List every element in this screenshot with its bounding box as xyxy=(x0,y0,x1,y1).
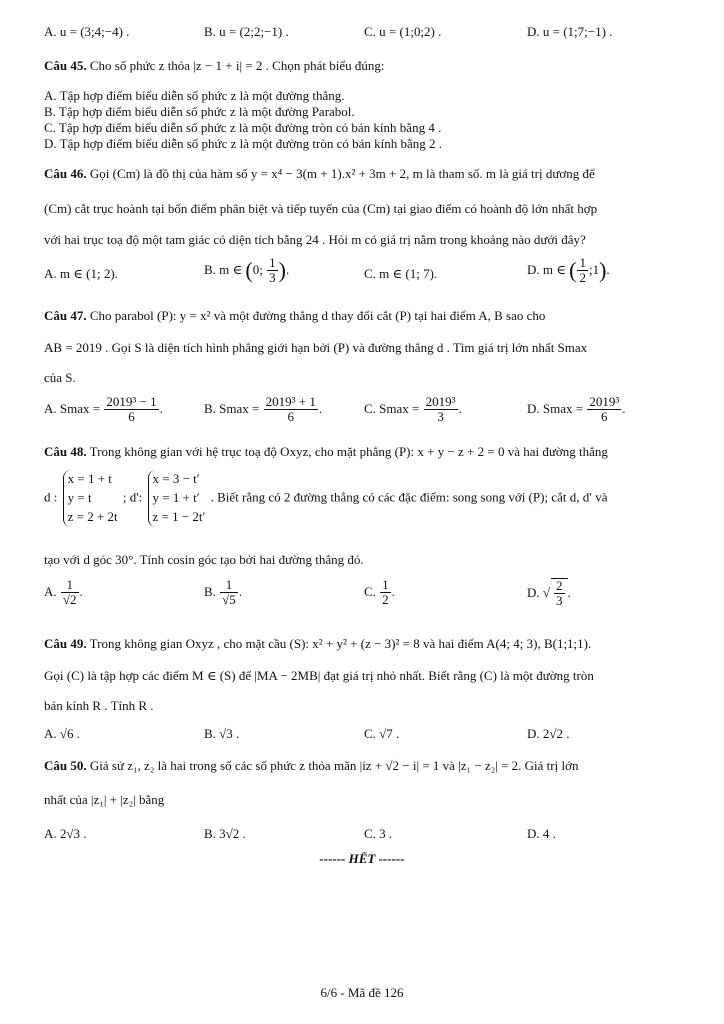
q47-line-3: của S. xyxy=(44,370,76,385)
q46-text-1: Gọi (Cm) là đồ thị của hàm số y = x⁴ − 3(m + 1).x² + 3m + 2, m là tham số. m là giá trị dương để xyxy=(89,166,595,181)
q48-option-c: C. $\frac{1}{2}$ . xyxy=(364,577,395,608)
q49-options xyxy=(44,726,684,750)
q49-option-c: C. √7 . xyxy=(364,726,400,741)
q47-line-2: AB = 2019 . Gọi S là diện tích hình phẳng giới hạn bởi (P) và đường thẳng d . Tìm giá trị lớn nhất Smax xyxy=(44,340,588,355)
q49-text-1: Trong không gian Oxyz , cho mặt cầu (S): x² + y² + (z − 3)² = 8 và hai điểm A(4; 4; 3), B(1;1;1). xyxy=(89,636,592,651)
q48-label: Câu 48. xyxy=(44,444,87,459)
q48-line-1 xyxy=(44,444,684,460)
q48-option-a: A. $\frac{1}{√2}$ . xyxy=(44,577,83,608)
q50-label: Câu 50. xyxy=(44,758,87,773)
q48-d-label: d : xyxy=(44,489,58,505)
q46-option-d-upper: ;1 xyxy=(588,261,600,277)
q46-option-b: B. m ∈ (0; $\frac{1}{3}$ ). xyxy=(204,255,290,286)
q47-label: Câu 47. xyxy=(44,308,87,323)
q49-label: Câu 49. xyxy=(44,636,87,651)
q48-d2-system: x = 3 − t′ y = 1 + t′ z = 1 − 2t′ xyxy=(148,470,206,527)
q44-option-c: C. u = (1;0;2) . xyxy=(364,24,442,39)
q50-option-d: D. 4 . xyxy=(527,826,556,841)
q46-line-2: (Cm) cắt trục hoành tại bốn điểm phân biệt và tiếp tuyến của (Cm) tại giao điểm có hoành độ lớn nhất hợp xyxy=(44,201,598,216)
q50-options xyxy=(44,826,684,850)
q45-option-c: C. Tập hợp điểm biểu diễn số phức z là một đường tròn có bán kính bằng 4 . xyxy=(44,120,442,135)
q48-line-2 xyxy=(44,470,684,527)
q49-line-1 xyxy=(44,636,684,652)
q45-stem xyxy=(44,58,684,74)
q47-options xyxy=(44,395,684,431)
q45-text: Cho số phức z thỏa |z − 1 + i| = 2 . Chọn phát biểu đúng: xyxy=(89,58,385,73)
q46-option-d-prefix: D. m ∈ xyxy=(527,261,566,277)
end-marker: ------ HẾT ------ xyxy=(319,851,405,866)
q46-option-d: D. m ∈ ( $\frac{1}{2}$ ;1). xyxy=(527,255,610,286)
q46-options xyxy=(44,256,684,292)
q44-option-a: A. u = (3;4;−4) . xyxy=(44,24,130,39)
q45-label: Câu 45. xyxy=(44,58,87,73)
page-footer: 6/6 - Mã đề 126 xyxy=(320,985,404,1000)
q48-option-b: B. $\frac{1}{√5}$ . xyxy=(204,577,243,608)
q46-option-c: C. m ∈ (1; 7). xyxy=(364,266,438,281)
q46-option-d-fraction: $\frac{1}{2}$ xyxy=(579,255,586,286)
q46-option-b-lower: 0; xyxy=(252,261,263,277)
q47-option-d: D. Smax = $\frac{\text{2019³}}{6}$ . xyxy=(527,394,626,425)
q50-option-a: A. 2√3 . xyxy=(44,826,87,841)
q46-label: Câu 46. xyxy=(44,166,87,181)
q44-option-b: B. u = (2;2;−1) . xyxy=(204,24,289,39)
q48-text-1: Trong không gian với hệ trục toạ độ Oxyz, cho mặt phẳng (P): x + y − z + 2 = 0 và hai đường thẳng xyxy=(89,444,608,459)
q50-text-1: Giả sử z₁, z₂ là hai trong số các số phức z thỏa mãn |iz + √2 − i| = 1 và |z₁ − z₂| = 2. Giá trị lớn xyxy=(89,758,579,773)
q50-line-1 xyxy=(44,758,684,774)
q46-option-a: A. m ∈ (1; 2). xyxy=(44,266,118,281)
q47-line-1 xyxy=(44,308,684,324)
q50-option-b: B. 3√2 . xyxy=(204,826,246,841)
q50-line-2: nhất của |z₁| + |z₂| bằng xyxy=(44,792,165,807)
q44-option-d: D. u = (1;7;−1) . xyxy=(527,24,613,39)
q46-line-1 xyxy=(44,166,684,182)
q49-option-a: A. √6 . xyxy=(44,726,81,741)
q46-option-b-prefix: B. m ∈ xyxy=(204,261,243,277)
q45-option-a: A. Tập hợp điểm biểu diễn số phức z là một đường thẳng. xyxy=(44,88,345,103)
q49-option-d: D. 2√2 . xyxy=(527,726,570,741)
q45-option-d: D. Tập hợp điểm biểu diễn số phức z là một đường tròn có bán kính bằng 2 . xyxy=(44,136,443,151)
q47-text-1: Cho parabol (P): y = x² và một đường thẳng d thay đổi cắt (P) tại hai điểm A, B sao cho xyxy=(89,308,546,323)
q49-option-b: B. √3 . xyxy=(204,726,240,741)
q50-option-c: C. 3 . xyxy=(364,826,393,841)
q44-options xyxy=(44,24,684,48)
q48-line-3: tạo với d góc 30°. Tính cosin góc tạo bởi hai đường thẳng đó. xyxy=(44,552,364,567)
q47-option-c: C. Smax = $\frac{\text{2019³}}{3}$ . xyxy=(364,394,462,425)
q48-option-d: D. √ $\frac{2}{3}$ . xyxy=(527,578,571,609)
q46-option-b-fraction: $\frac{1}{3}$ xyxy=(269,255,276,286)
q49-line-3: bán kính R . Tính R . xyxy=(44,698,154,713)
q49-line-2: Gọi (C) là tập hợp các điểm M ∈ (S) để |MA − 2MB| đạt giá trị nhỏ nhất. Biết rằng (C) là một đường tròn xyxy=(44,668,594,683)
q48-d-system: x = 1 + t y = t z = 2 + 2t xyxy=(63,470,118,527)
q45-option-b: B. Tập hợp điểm biểu diễn số phức z là một đường Parabol. xyxy=(44,104,355,119)
q48-options xyxy=(44,578,684,618)
q48-d2-label: ; d': xyxy=(122,489,143,505)
q48-text-2: . Biết rằng có 2 đường thẳng có các đặc điểm: song song với (P); cắt d, d′ và xyxy=(210,489,608,505)
q47-option-a: A. Smax = $\frac{\text{2019³ − 1}}{6}$ . xyxy=(44,394,163,425)
q47-option-b: B. Smax = $\frac{\text{2019³ + 1}}{6}$ . xyxy=(204,394,323,425)
q46-line-3: với hai trục toạ độ một tam giác có diện tích bằng 24 . Hỏi m có giá trị nằm trong khoảng nào dưới đây? xyxy=(44,232,586,247)
